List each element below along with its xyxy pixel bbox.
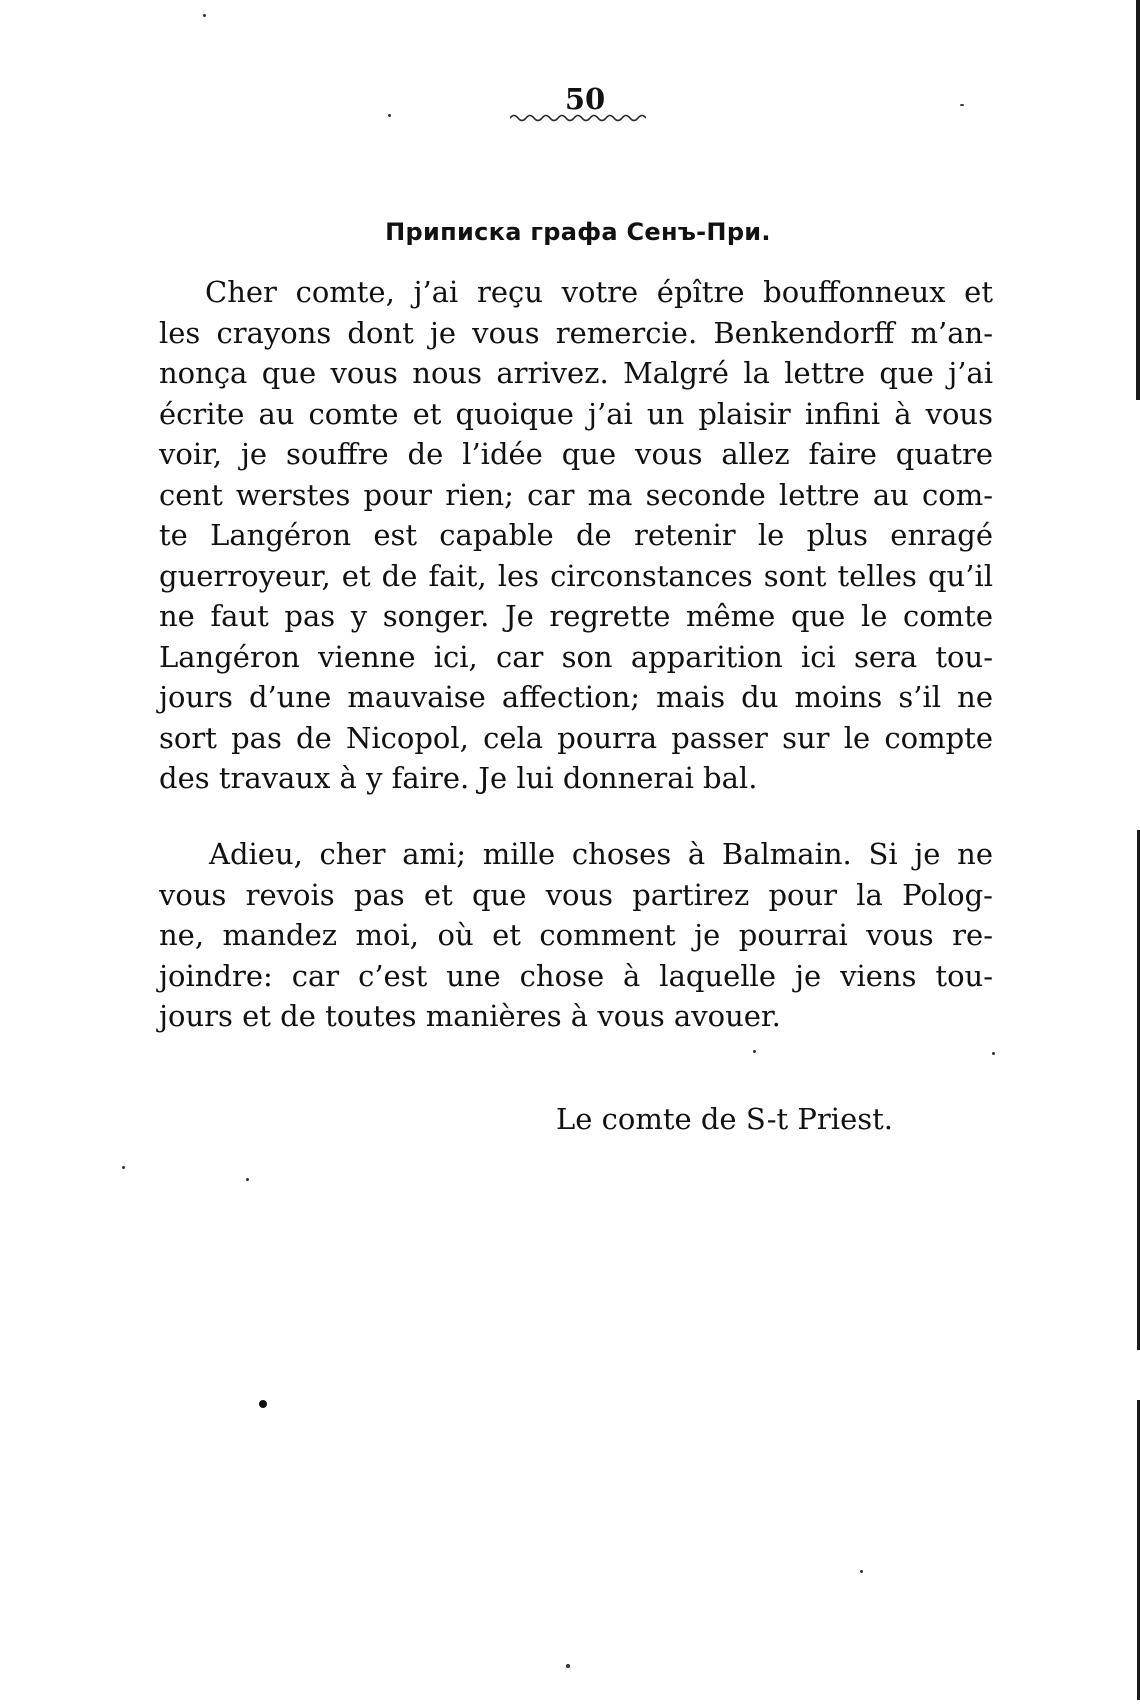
text-line: les crayons dont je vous remercie. Benkendorff m’an- — [159, 315, 993, 350]
text-line: Adieu, cher ami; mille choses à Balmain. Si je ne — [209, 837, 993, 871]
text-line: écrite au comte et quoique j’ai un plaisir infini à vous — [159, 396, 993, 431]
paragraph-1 — [159, 272, 993, 799]
signature-line: Le comte de S-t Priest. — [556, 1102, 893, 1136]
text-line: des travaux à y faire. Je lui donnerai bal. — [159, 761, 758, 795]
scan-speck — [960, 104, 964, 106]
text-line: joindre: car c’est une chose à laquelle je viens tou- — [159, 958, 993, 993]
section-heading: Приписка графа Сенъ-При. — [385, 218, 771, 246]
scan-speck — [259, 1400, 267, 1408]
paragraph-2 — [159, 834, 993, 1037]
text-line: nonça que vous nous arrivez. Malgré la lettre que j’ai — [159, 356, 993, 390]
text-line: Langéron vienne ici, car son apparition ici sera tou- — [159, 639, 993, 674]
text-line: sort pas de Nicopol, cela pourra passer sur le compte — [159, 720, 993, 755]
wavy-underline-ornament — [510, 112, 646, 124]
scan-speck — [122, 1166, 125, 1169]
text-line: te Langéron est capable de retenir le plus enragé — [159, 518, 993, 552]
scan-speck — [388, 114, 391, 117]
text-line: jours et de toutes manières à vous avouer. — [159, 999, 781, 1033]
scan-speck — [246, 1178, 249, 1181]
scan-speck — [566, 1664, 570, 1668]
text-line: ne, mandez moi, où et comment je pourrai vous re- — [159, 918, 993, 952]
text-line: ne faut pas y songer. Je regrette même que le comte — [159, 599, 993, 633]
page-number: 50 — [564, 82, 606, 116]
scan-speck — [992, 1052, 995, 1055]
scan-edge-rule — [1136, 0, 1140, 400]
scan-speck — [860, 1570, 863, 1573]
text-line: cent werstes pour rien; car ma seconde lettre au com- — [159, 477, 993, 512]
text-line: voir, je souffre de l’idée que vous allez faire quatre — [159, 437, 993, 471]
text-line: Cher comte, j’ai reçu votre épître bouffonneux et — [205, 275, 993, 309]
text-line: guerroyeur, et de fait, les circonstances sont telles qu’il — [159, 558, 993, 593]
scan-speck — [753, 1050, 756, 1053]
text-line: jours d’une mauvaise affection; mais du moins s’il ne — [159, 680, 993, 714]
scan-speck — [203, 14, 206, 17]
text-line: vous revois pas et que vous partirez pour la Polog- — [159, 877, 993, 912]
